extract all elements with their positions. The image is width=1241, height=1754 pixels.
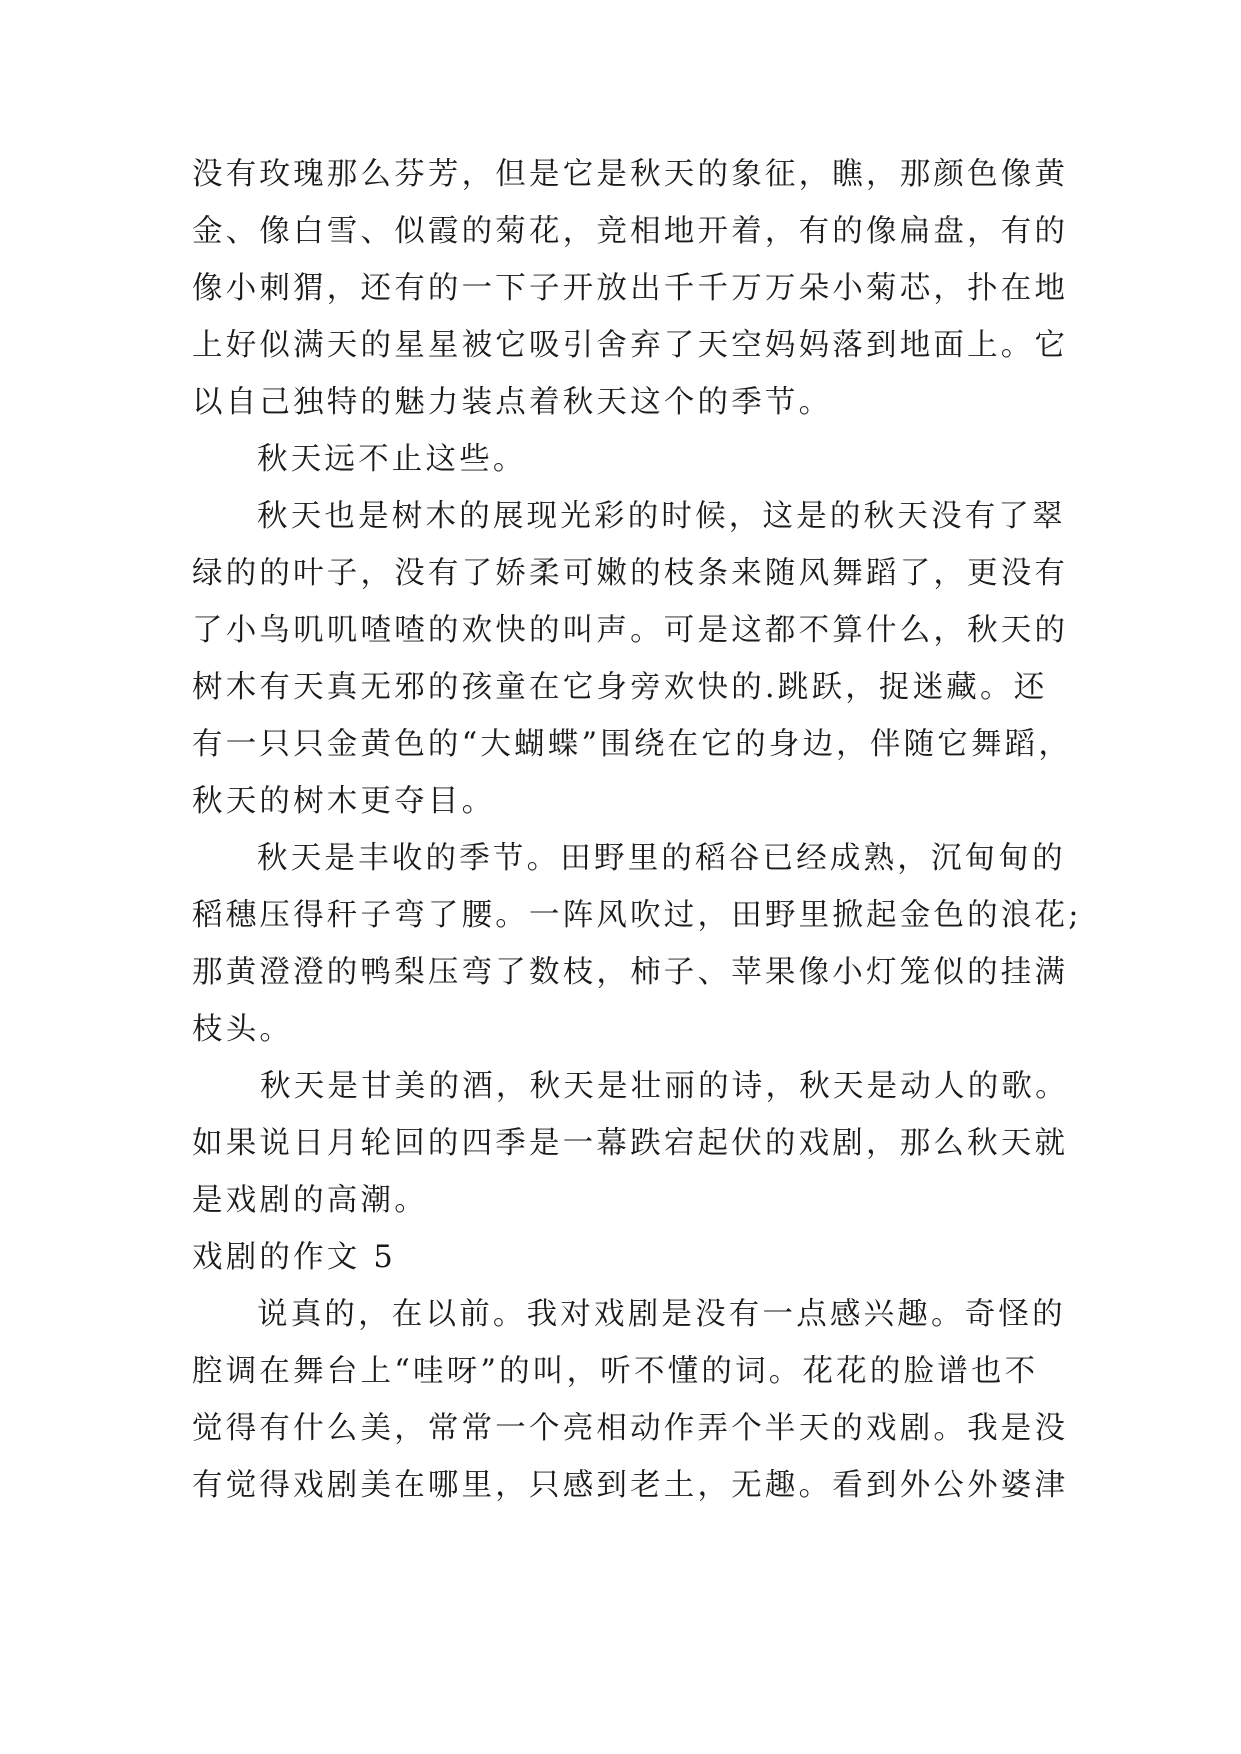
text-line: 觉得有什么美，常常一个亮相动作弄个半天的戏剧。我是没 [192,1411,1069,1446]
text-line: 腔调在舞台上“哇呀”的叫，听不懂的词。花花的脸谱也不 [192,1354,1039,1389]
text-line: 枝头。 [192,1012,294,1047]
text-line: 绿的的叶子，没有了娇柔可嫩的枝条来随风舞蹈了，更没有 [192,556,1069,591]
paragraph-first-line: 秋天是甘美的酒，秋天是壮丽的诗，秋天是动人的歌。 [260,1069,1069,1104]
paragraph-first-line: 说真的，在以前。我对戏剧是没有一点感兴趣。奇怪的 [257,1297,1066,1332]
text-line: 金、像白雪、似霞的菊花，竞相地开着，有的像扁盘，有的 [192,214,1069,249]
paragraph-first-line: 秋天远不止这些。 [257,442,527,477]
section-heading: 戏剧的作文 5 [192,1240,396,1275]
text-line: 树木有天真无邪的孩童在它身旁欢快的.跳跃，捉迷藏。还 [192,670,1048,705]
text-line: 了小鸟叽叽喳喳的欢快的叫声。可是这都不算什么，秋天的 [192,613,1069,648]
text-line: 如果说日月轮回的四季是一幕跌宕起伏的戏剧，那么秋天就 [192,1126,1069,1161]
text-line: 是戏剧的高潮。 [192,1183,428,1218]
text-line: 没有玫瑰那么芬芳，但是它是秋天的象征，瞧，那颜色像黄 [192,157,1069,192]
text-line: 稻穗压得秆子弯了腰。一阵风吹过，田野里掀起金色的浪花; [192,898,1082,933]
text-line: 那黄澄澄的鸭梨压弯了数枝，柿子、苹果像小灯笼似的挂满 [192,955,1069,990]
text-line: 像小刺猬，还有的一下子开放出千千万万朵小菊芯，扑在地 [192,271,1069,306]
text-line: 以自己独特的魅力装点着秋天这个的季节。 [192,385,833,420]
paragraph-first-line: 秋天也是树木的展现光彩的时候，这是的秋天没有了翠 [257,499,1066,534]
paragraph-first-line: 秋天是丰收的季节。田野里的稻谷已经成熟，沉甸甸的 [257,841,1066,876]
text-line: 上好似满天的星星被它吸引舍弃了天空妈妈落到地面上。它 [192,328,1069,363]
text-line: 秋天的树木更夺目。 [192,784,496,819]
text-line: 有觉得戏剧美在哪里，只感到老土，无趣。看到外公外婆津 [192,1468,1069,1503]
text-line: 有一只只金黄色的“大蝴蝶”围绕在它的身边，伴随它舞蹈， [192,727,1073,762]
